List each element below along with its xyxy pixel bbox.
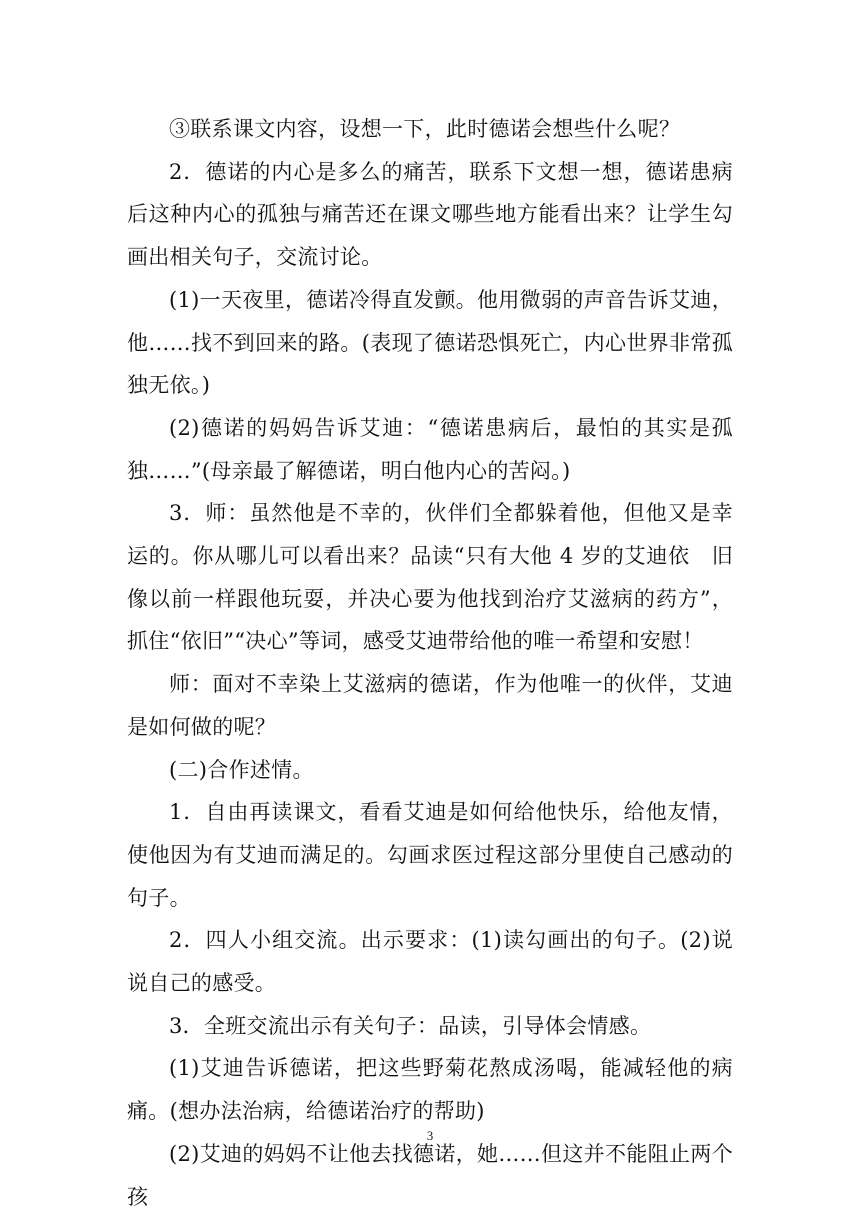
page-number: 3 <box>426 1128 434 1143</box>
paragraph-step-3: 3．全班交流出示有关句子：品读，引导体会情感。 <box>169 1013 652 1038</box>
paragraph-teacher-question: 师：面对不幸染上艾滋病的德诺，作为他唯一的伙伴，艾迪是如何做的呢？ <box>127 672 733 739</box>
section-heading-cooperation: (二)合作述情。 <box>169 757 314 782</box>
paragraph-item-3: 3．师：虽然他是不幸的，伙伴们全都躲着他，但他又是幸运的。你从哪儿可以看出来？品读“只有大他 4 岁的艾迪依 旧像以前一样跟他玩耍，并决心要为他找到治疗艾滋病的药方”，抓住“依旧”“决心”等词，感受艾迪带给他的唯一希望和安慰！ <box>127 501 733 654</box>
paragraph-step-2: 2．四人小组交流。出示要求：(1)读勾画出的句子。(2)说说自己的感受。 <box>127 928 733 996</box>
paragraph-step-1: 1．自由再读课文，看看艾迪是如何给他快乐，给他友情，使他因为有艾迪而满足的。勾画求医过程这部分里使自己感动的句子。 <box>127 800 733 910</box>
paragraph-quote-1: (1)一天夜里，德诺冷得直发颤。他用微弱的声音告诉艾迪，他……找不到回来的路。(表现了德诺恐惧死亡，内心世界非常孤独无依。) <box>127 287 733 398</box>
document-body <box>127 108 733 1218</box>
paragraph-sentence-2: (2)艾迪的妈妈不让他去找德诺，她……但这并不能阻止两个孩 <box>127 1141 733 1209</box>
paragraph-sentence-1: (1)艾迪告诉德诺，把这些野菊花熬成汤喝，能减轻他的病痛。(想办法治病，给德诺治疗的帮助) <box>127 1056 733 1124</box>
paragraph-item-2: 2．德诺的内心是多么的痛苦，联系下文想一想，德诺患病后这种内心的孤独与痛苦还在课文哪些地方能看出来？让学生勾画出相关句子，交流讨论。 <box>127 159 733 270</box>
paragraph-question-3: ③联系课文内容，设想一下，此时德诺会想些什么呢？ <box>169 117 681 141</box>
paragraph-quote-2: (2)德诺的妈妈告诉艾迪：“德诺患病后，最怕的其实是孤独……”(母亲最了解德诺，明白他内心的苦闷。) <box>127 415 733 483</box>
